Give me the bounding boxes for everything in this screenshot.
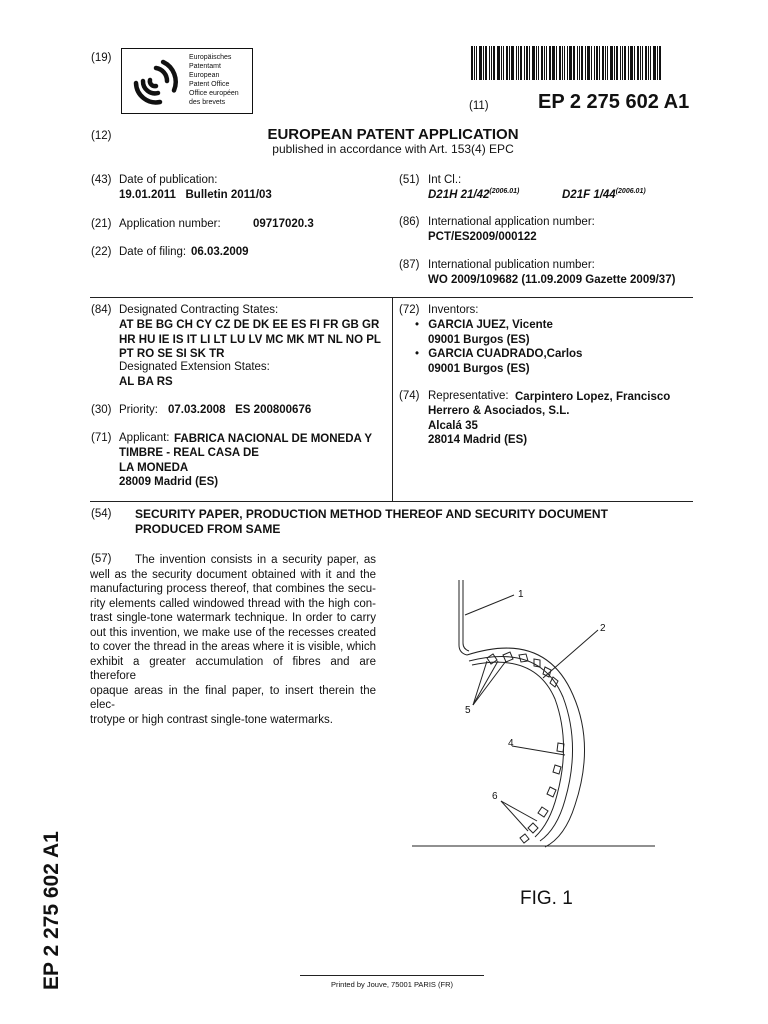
barcode-bar xyxy=(489,46,490,80)
figure-label-1: 1 xyxy=(518,589,524,600)
barcode-bar xyxy=(538,46,539,80)
barcode-bar xyxy=(516,46,517,80)
barcode-bar xyxy=(518,46,519,80)
barcode-bar xyxy=(511,46,514,80)
office-line-4: Patent Office xyxy=(189,81,230,88)
barcode-bar xyxy=(648,46,649,80)
publication-date-label: Date of publication: xyxy=(119,174,218,186)
document-subtitle: published in accordance with Art. 153(4) EPC xyxy=(272,142,514,156)
rule-column-divider xyxy=(392,297,393,501)
barcode-bar xyxy=(642,46,643,80)
rule-bottom xyxy=(90,501,693,502)
barcode-bar xyxy=(645,46,647,80)
barcode-bar xyxy=(653,46,656,80)
abstract-line-6: out this invention, we make use of the recesses created xyxy=(90,626,376,639)
states-line-1: AT BE BG CH CY CZ DE DK EE ES FI FR GB GR xyxy=(119,319,380,331)
abstract-line-5: trast single-tone watermark technique. In order to carry xyxy=(90,612,376,624)
barcode-bar xyxy=(529,46,530,80)
barcode-bar xyxy=(596,46,598,80)
intl-publication-value: WO 2009/109682 (11.09.2009 Gazette 2009/37) xyxy=(428,274,676,286)
inid-11: (11) xyxy=(469,100,489,112)
filing-date-value: 06.03.2009 xyxy=(191,246,249,258)
representative-block xyxy=(428,404,569,448)
title-line-2: PRODUCED FROM SAME xyxy=(135,521,281,536)
barcode-bar xyxy=(591,46,592,80)
barcode-bar xyxy=(577,46,578,80)
inventor-2 xyxy=(415,347,582,376)
extension-states-value: AL BA RS xyxy=(119,376,173,388)
office-line-5: Office européen xyxy=(189,90,239,97)
application-number-value: 09717020.3 xyxy=(253,218,314,230)
inid-74: (74) xyxy=(399,390,420,402)
office-line-2: Patentamt xyxy=(189,63,221,70)
filing-date-label: Date of filing: xyxy=(119,246,187,258)
int-cl-label: Int Cl.: xyxy=(428,174,462,186)
applicant-line-4: 28009 Madrid (ES) xyxy=(119,476,219,488)
states-line-3: PT RO SE SI SK TR xyxy=(119,348,225,360)
inid-21: (21) xyxy=(91,218,112,230)
abstract-line-3: manufacturing process thereof, that combines the secu- xyxy=(90,583,376,595)
barcode-bar xyxy=(564,46,565,80)
states-line-2: HR HU IE IS IT LI LT LU LV MC MK MT NL NO PL xyxy=(119,333,381,346)
inventor-city: 09001 Burgos (ES) xyxy=(428,362,530,375)
barcode-bar xyxy=(569,46,572,80)
title-line-1: SECURITY PAPER, PRODUCTION METHOD THEREOF AND SECURITY DOCUMENT xyxy=(135,507,608,521)
side-publication-number: EP 2 275 602 A1 xyxy=(40,831,63,990)
barcode-bar xyxy=(614,46,615,80)
barcode-bar xyxy=(585,46,586,80)
epo-logo xyxy=(121,48,253,114)
barcode-bar xyxy=(546,46,547,80)
applicant-line-2: TIMBRE - REAL CASA DE xyxy=(119,447,259,459)
epo-emblem-icon xyxy=(126,53,182,109)
barcode-bar xyxy=(634,46,635,80)
figure-label-5: 5 xyxy=(465,705,471,716)
intl-application-value: PCT/ES2009/000122 xyxy=(428,231,537,243)
barcode-bar xyxy=(524,46,525,80)
representative-label: Representative: xyxy=(428,390,509,402)
barcode-bar xyxy=(616,46,618,80)
abstract-line-8: exhibit a greater accumulation of fibres and are therefore xyxy=(90,655,376,682)
figure-caption: FIG. 1 xyxy=(520,888,573,909)
inid-71: (71) xyxy=(91,432,112,444)
barcode-bar xyxy=(607,46,608,80)
barcode-bar xyxy=(599,46,600,80)
abstract-line-1: The invention consists in a security paper, as xyxy=(135,554,376,566)
barcode-bar xyxy=(605,46,606,80)
abstract-line-10: trotype or high contrast single-tone watermarks. xyxy=(90,713,333,726)
figure-label-4: 4 xyxy=(508,738,514,749)
inid-30: (30) xyxy=(91,404,112,416)
priority-label: Priority: xyxy=(119,404,158,416)
barcode-bar xyxy=(509,46,510,80)
barcode-bar xyxy=(479,46,482,80)
inventor-name: GARCIA CUADRADO,Carlos xyxy=(428,348,583,360)
inventors-label: Inventors: xyxy=(428,304,479,316)
barcode-bar xyxy=(520,46,522,80)
barcode-bar xyxy=(497,46,500,80)
representative-line-4: 28014 Madrid (ES) xyxy=(428,434,528,446)
figure-label-6: 6 xyxy=(492,791,498,802)
barcode-bar xyxy=(610,46,613,80)
inid-51: (51) xyxy=(399,174,420,186)
abstract-line-9: opaque areas in the final paper, to insert therein the elec- xyxy=(90,684,376,711)
inid-86: (86) xyxy=(399,216,420,228)
inventor-name: GARCIA JUEZ, Vicente xyxy=(428,319,553,331)
bullet-icon: • xyxy=(415,319,420,331)
representative-line-2: Herrero & Asociados, S.L. xyxy=(428,405,570,417)
bullet-icon: • xyxy=(415,348,420,360)
application-number-label: Application number: xyxy=(119,218,221,230)
barcode-bar xyxy=(573,46,575,80)
barcode-bar xyxy=(579,46,580,80)
barcode-bar xyxy=(532,46,535,80)
barcode-bar xyxy=(552,46,555,80)
applicant-block xyxy=(119,446,259,490)
footer-rule xyxy=(300,975,484,976)
barcode-bar xyxy=(485,46,487,80)
inid-19: (19) xyxy=(91,52,112,64)
barcode-bar xyxy=(659,46,661,80)
printer-note: Printed by Jouve, 75001 PARIS (FR) xyxy=(331,980,453,989)
office-line-6: des brevets xyxy=(189,99,226,106)
figure-label-2: 2 xyxy=(600,623,606,634)
barcode-bar xyxy=(541,46,543,80)
barcode-bar xyxy=(622,46,623,80)
barcode-bar xyxy=(549,46,551,80)
document-title: EUROPEAN PATENT APPLICATION xyxy=(267,126,519,143)
barcode-bar xyxy=(587,46,590,80)
publication-date-value: 19.01.2011 Bulletin 2011/03 xyxy=(119,189,272,201)
inventor-1 xyxy=(415,318,553,347)
applicant-line-1: FABRICA NACIONAL DE MONEDA Y xyxy=(174,433,373,445)
barcode-bar xyxy=(637,46,639,80)
inid-12: (12) xyxy=(91,130,112,142)
barcode-bar xyxy=(471,46,473,80)
office-line-1: Europäisches xyxy=(189,54,232,61)
barcode-bar xyxy=(567,46,568,80)
barcode-bar xyxy=(594,46,595,80)
representative-line-1: Carpintero Lopez, Francisco xyxy=(515,391,671,403)
publication-number: EP 2 275 602 A1 xyxy=(538,91,690,113)
office-line-3: European xyxy=(189,72,220,79)
barcode-bar xyxy=(657,46,658,80)
barcode-bar xyxy=(483,46,484,80)
int-cl-1: D21H $21/42^{(2006.01)}$ xyxy=(428,188,520,201)
int-cl-2-version: (2006.01) xyxy=(615,188,646,195)
abstract-line-4: rity elements called windowed thread with the high con- xyxy=(90,597,376,610)
int-cl-1-version: (2006.01) xyxy=(489,188,520,195)
barcode-bar xyxy=(562,46,563,80)
inid-22: (22) xyxy=(91,246,112,258)
barcode-bar xyxy=(476,46,477,80)
extension-states-label: Designated Extension States: xyxy=(119,361,270,373)
barcode-bar xyxy=(620,46,621,80)
inid-87: (87) xyxy=(399,259,420,271)
barcode-bar xyxy=(474,46,475,80)
barcode-bar xyxy=(526,46,528,80)
barcode-bar xyxy=(602,46,604,80)
int-cl-2: D21F $1/44^{(2006.01)}$ xyxy=(562,188,646,201)
barcode-bar xyxy=(506,46,508,80)
figure-1-drawing xyxy=(395,575,685,860)
applicant-label: Applicant: xyxy=(119,432,170,444)
barcode-bar xyxy=(650,46,651,80)
barcode xyxy=(471,46,693,80)
intl-publication-label: International publication number: xyxy=(428,259,595,271)
barcode-bar xyxy=(493,46,495,80)
abstract-text xyxy=(90,553,376,727)
barcode-bar xyxy=(624,46,626,80)
barcode-bar xyxy=(559,46,561,80)
designated-states-label: Designated Contracting States: xyxy=(119,304,279,316)
barcode-bar xyxy=(536,46,537,80)
invention-title xyxy=(135,507,608,536)
barcode-bar xyxy=(581,46,583,80)
inid-43: (43) xyxy=(91,174,112,186)
abstract-line-2: well as the security document obtained with it and the xyxy=(90,568,376,581)
barcode-bar xyxy=(640,46,641,80)
barcode-bar xyxy=(630,46,633,80)
applicant-line-3: LA MONEDA xyxy=(119,461,189,474)
barcode-bar xyxy=(556,46,557,80)
designated-states-list xyxy=(119,318,381,362)
representative-line-3: Alcalá 35 xyxy=(428,419,478,432)
inventor-city: 09001 Burgos (ES) xyxy=(428,333,530,346)
inid-54: (54) xyxy=(91,508,112,520)
abstract-line-7: to cover the thread in the areas where it is visible, which xyxy=(90,641,376,653)
barcode-bar xyxy=(544,46,545,80)
inid-72: (72) xyxy=(399,304,420,316)
inid-84: (84) xyxy=(91,304,112,316)
barcode-bar xyxy=(491,46,492,80)
priority-value: 07.03.2008 ES 200800676 xyxy=(168,404,312,416)
intl-application-label: International application number: xyxy=(428,216,595,228)
barcode-bar xyxy=(628,46,629,80)
barcode-bar xyxy=(503,46,504,80)
barcode-bar xyxy=(501,46,502,80)
inid-57: (57) xyxy=(91,553,112,565)
